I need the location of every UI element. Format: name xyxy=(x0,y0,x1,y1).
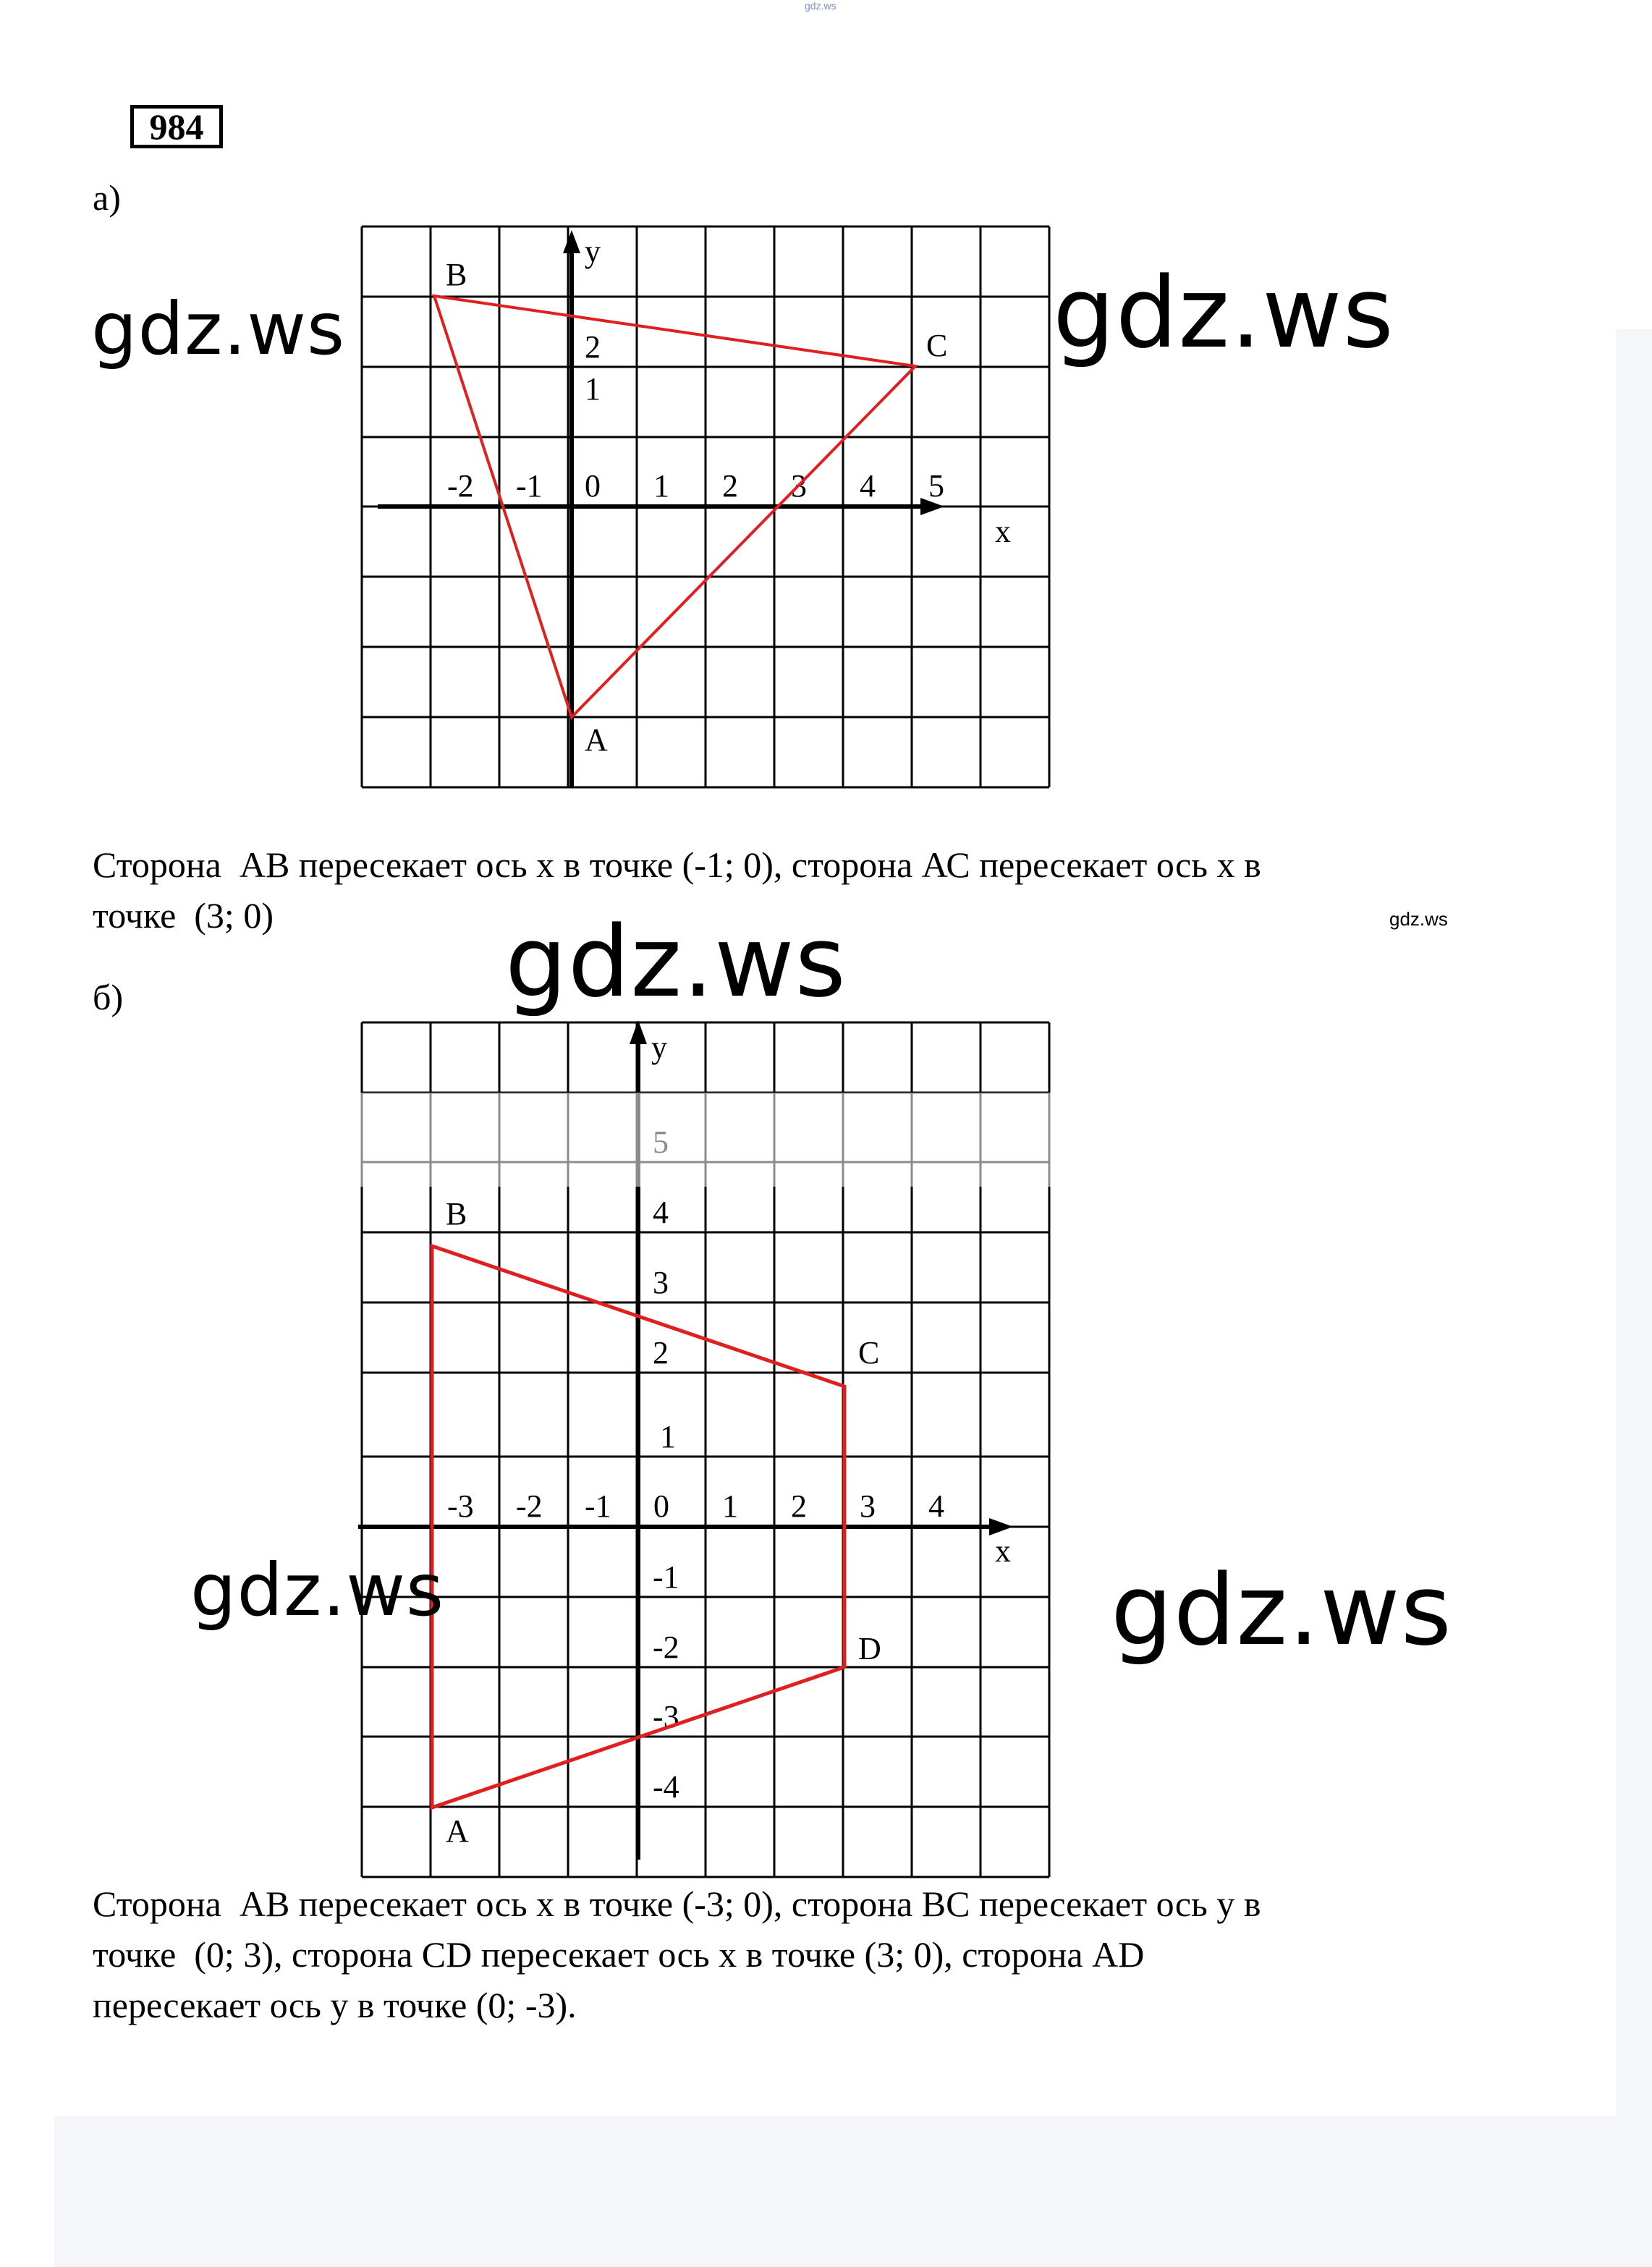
graph-a-x-axis-label: x xyxy=(995,514,1011,549)
graph-a-x-tick: 1 xyxy=(653,468,669,504)
graph-a-x-tick: 0 xyxy=(585,468,601,504)
part-b-answer-line-2: точке (0; 3), сторона CD пересекает ось х в точке (3; 0), сторона AD xyxy=(93,1934,1145,1975)
graph-b-x-tick: 0 xyxy=(653,1488,669,1524)
graph-b-y-ticks xyxy=(653,1124,679,1805)
part-a-label: а) xyxy=(93,177,121,218)
graph-a-x-tick: 4 xyxy=(860,468,876,504)
graph-b-x-ticks xyxy=(447,1488,944,1524)
graph-b-y-axis-label: y xyxy=(651,1030,667,1065)
graph-a-vertex-label: B xyxy=(446,257,467,292)
graph-a-x-tick: -2 xyxy=(447,468,474,504)
graph-b-x-axis-label: x xyxy=(995,1533,1011,1569)
part-b-answer-line-1: Сторона АВ пересекает ось х в точке (-3; 0), сторона ВС пересекает ось у в xyxy=(93,1883,1261,1924)
part-a-answer-line-1: Сторона АВ пересекает ось х в точке (-1; 0), сторона АС пересекает ось х в xyxy=(93,844,1261,885)
top-watermark: gdz.ws xyxy=(805,0,836,12)
graph-b-y-tick: -1 xyxy=(653,1559,679,1595)
graph-a-y-axis-label: y xyxy=(585,234,601,269)
graph-b-vertex-label: B xyxy=(446,1196,467,1232)
part-b-answer-line-3: пересекает ось у в точке (0; -3). xyxy=(93,1985,577,2025)
graph-a-vertex-label: A xyxy=(585,722,608,758)
watermark: gdz.ws xyxy=(1053,256,1394,370)
part-a-answer-line-2: точке (3; 0) xyxy=(93,895,274,936)
graph-b-x-tick: -3 xyxy=(447,1488,474,1524)
graph-a-x-tick: 3 xyxy=(791,468,807,504)
graph-b-y-tick: -3 xyxy=(653,1699,679,1734)
graph-b-vertex-label: C xyxy=(858,1335,880,1370)
graph-b-x-tick: 4 xyxy=(928,1488,944,1524)
graph-b-y-tick: 2 xyxy=(653,1335,669,1370)
graph-b-y-tick: 3 xyxy=(653,1265,669,1300)
graph-b-vertex-label: D xyxy=(858,1631,881,1666)
graph-b-x-tick: 1 xyxy=(722,1488,738,1524)
graph-b-x-tick: 2 xyxy=(791,1488,807,1524)
graph-b-x-tick: -2 xyxy=(516,1488,543,1524)
graph-b-y-tick: -4 xyxy=(653,1769,679,1805)
graph-a-x-tick: -1 xyxy=(516,468,543,504)
watermark: gdz.ws xyxy=(505,905,847,1019)
graph-a-y-tick: 1 xyxy=(585,371,601,407)
task-number-box: 984 xyxy=(130,105,223,148)
scan-artifact xyxy=(358,1093,1053,1187)
graph-a-y-arrow xyxy=(563,230,580,253)
graph-b-x-tick: -1 xyxy=(585,1488,611,1524)
watermark: gdz.ws xyxy=(91,287,346,371)
graph-a-x-tick: 2 xyxy=(722,468,738,504)
graph-a-vertex-label: C xyxy=(926,328,948,363)
watermark-small: gdz.ws xyxy=(1389,908,1448,930)
graph-b-y-tick: 4 xyxy=(653,1195,669,1230)
graph-b-y-tick: -2 xyxy=(653,1630,679,1665)
graph-a-axes xyxy=(378,230,944,787)
graph-b-x-tick: 3 xyxy=(860,1488,876,1524)
graph-b-vertex-label: A xyxy=(446,1813,469,1849)
watermark: gdz.ws xyxy=(1111,1554,1452,1667)
watermark: gdz.ws xyxy=(190,1548,445,1632)
graph-b-y-arrow xyxy=(630,1020,647,1044)
part-b-label: б) xyxy=(93,977,124,1017)
graph-a xyxy=(362,226,1049,787)
graph-a-x-tick: 5 xyxy=(928,468,944,504)
graph-a-x-ticks xyxy=(447,468,944,504)
graph-b-y-tick: 1 xyxy=(660,1419,676,1454)
graph-a-y-tick: 2 xyxy=(585,329,601,365)
